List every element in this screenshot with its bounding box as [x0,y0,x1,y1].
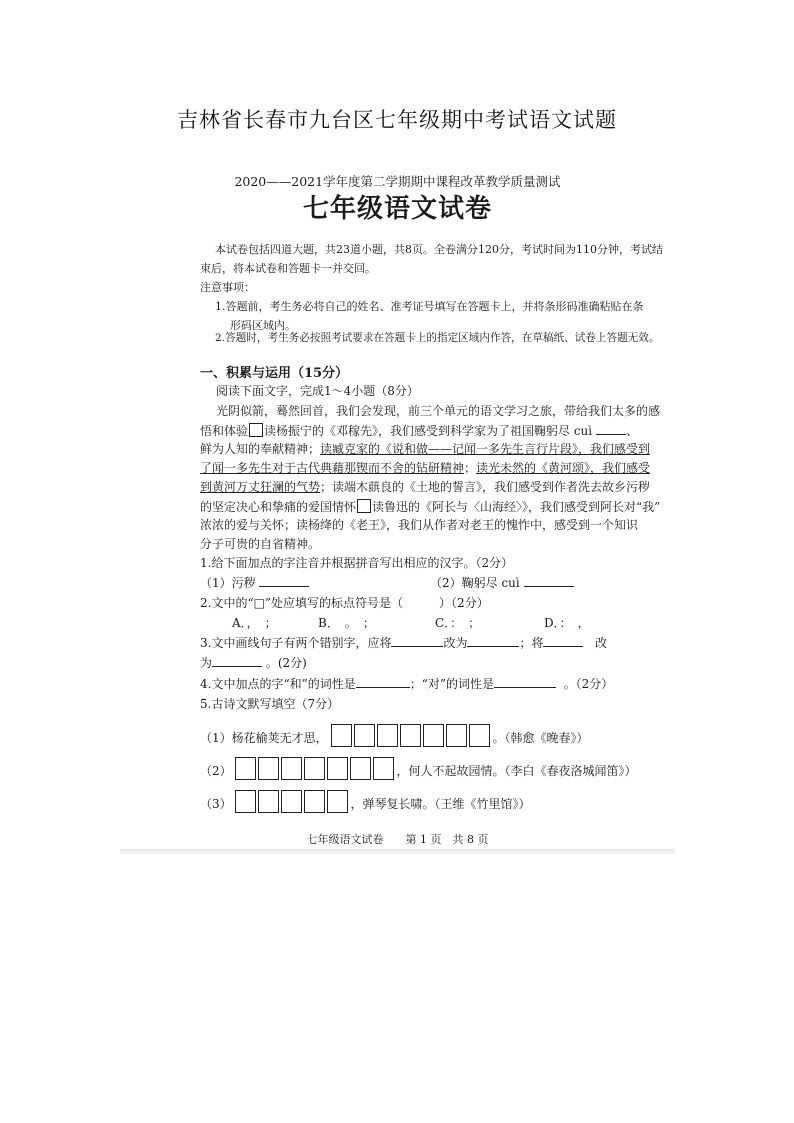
notice-1b: 形码区域内。 [230,319,296,332]
option-b: B． 。 ； [318,616,375,630]
answer-blank[interactable] [467,636,519,647]
character-box[interactable] [354,724,375,747]
question-text: 。（韩愈《晚春》） [492,731,589,745]
underlined-sentence: 读光未然的《黄河颂》，我们感受 [476,461,651,475]
question-text: 改 [594,636,607,650]
answer-blank[interactable] [543,636,583,647]
passage-text: 、 [625,424,638,438]
option-c: C．： ； [435,616,481,630]
character-box[interactable] [446,724,467,747]
question-text: ；将 [519,636,544,650]
passage-line [200,423,638,438]
question-1-part-2 [430,576,574,590]
exam-subtitle: 2020——2021学年度第二学期期中课程改革教学质量测试 [234,174,561,189]
character-box[interactable] [281,790,302,813]
question-text: ，何人不起故园情。（李白《春夜洛城闻笛》） [396,764,637,778]
character-box[interactable] [304,757,325,780]
exam-title: 七年级语文试卷 [302,194,492,224]
passage-line [200,461,650,475]
passage-text: ；读端木蕻良的《土地的誓言》，我们感受到作者洗去故乡污秽 [320,480,651,494]
poem-fill-3 [200,790,530,813]
answer-blank[interactable] [212,656,262,667]
character-box[interactable] [235,757,256,780]
character-box[interactable] [304,790,325,813]
character-box[interactable] [327,790,348,813]
character-box[interactable] [373,757,394,780]
intro-line-1: 本试卷包括四道大题，共23道小题，共8页。全卷满分120分，考试时间为110分钟，考试结 [215,243,663,256]
passage-text: 读杨振宁的《邓稼先》，我们感受到科学家为了祖国鞠躬尽 cuì [264,424,593,438]
passage-line [200,499,660,514]
answer-blank[interactable] [391,636,443,647]
question-text: （3） [200,797,232,811]
character-box[interactable] [235,790,256,813]
character-box[interactable] [350,757,371,780]
reading-prompt: 阅读下面文字，完成1～4小题（8分） [216,384,419,398]
passage-text: 的坚定决心和挚痛的爱国情怀 [200,500,357,514]
option-a: A．， ； [232,616,277,630]
character-box[interactable] [377,724,398,747]
character-box[interactable] [331,724,352,747]
character-box[interactable] [423,724,444,747]
passage-line [200,480,650,494]
question-3 [200,636,607,650]
underlined-sentence: 读臧克家的《说和做——记闻一多先生言行片段》，我们感受到 [320,442,651,456]
question-2: 2.文中的“□”处应填写的标点符号是（ ）（2分） [200,596,489,610]
question-text: 改为 [443,636,468,650]
notice-2: 2.答题时，考生务必按照考试要求在答题卡上的指定区域内作答，在草稿纸、试卷上答题无效。 [215,332,660,344]
question-text: 。（2分） [563,677,614,691]
question-text: （2）鞠躬尽 cuì [430,576,520,590]
question-3-cont [200,656,307,670]
passage-line: 分子可贵的自省精神。 [200,537,321,551]
poem-fill-1 [200,724,588,747]
section-heading: 一、积累与运用（15分） [200,366,349,381]
page-edge-shadow [120,849,675,855]
passage-text: 读鲁迅的《阿长与〈山海经〉》，我们感受到阿长对“我” [372,500,661,514]
answer-blank[interactable] [356,677,410,688]
answer-blank[interactable] [524,576,574,587]
character-box[interactable] [400,724,421,747]
question-4 [200,677,613,691]
intro-line-2: 束后，将本试卷和答题卡一并交回。 [200,262,376,275]
question-1-part-1 [200,576,309,590]
document-title: 吉林省长春市九台区七年级期中考试语文试题 [177,108,617,132]
question-text: ，弹琴复长啸。（王维《竹里馆》） [350,797,531,811]
character-box[interactable] [258,757,279,780]
passage-line: 浓浓的爱与关怀；读杨绛的《老王》，我们从作者对老王的愧怍中，感受到一个知识 [200,518,639,532]
question-text: 。(2分) [265,656,307,670]
notice-label: 注意事项： [200,281,255,294]
option-d: D．： ， [544,616,590,630]
notice-1a: 1.答题前，考生务必将自己的姓名、准考证号填写在答题卡上，并将条形码准确粘贴在条 [215,300,644,313]
character-box[interactable] [327,757,348,780]
question-5: 5.古诗文默写填空（7分） [200,697,340,711]
underlined-sentence: 了闻一多先生对于古代典藉那锲而不舍的钻研精神 [200,461,465,475]
passage-line: 光阴似箭，蓦然回首，我们会发现，前三个单元的语文学习之旅，带给我们太多的感 [216,404,661,418]
poem-fill-2 [200,757,636,780]
question-text: 为 [200,656,213,670]
question-text: （2） [200,764,232,778]
question-text: 4.文中加点的字“和”的词性是 [200,677,356,691]
question-1: 1.给下面加点的字注音并根据拼音写出相应的汉字。（2分） [200,556,514,570]
answer-blank[interactable] [259,576,309,587]
passage-text: 鲜为人知的奉献精神； [200,442,321,456]
character-box[interactable] [281,757,302,780]
punctuation-blank-box [249,423,263,437]
answer-blank[interactable] [494,677,556,688]
question-text: ；“对”的词性是 [409,677,495,691]
underlined-sentence: 到黄河万丈狂澜的气势 [200,480,321,494]
punctuation-blank-box [357,499,371,513]
question-text: （1）杨花榆荚无才思， [200,731,328,745]
scanned-exam-page [120,150,675,850]
answer-blank[interactable] [596,424,626,435]
passage-text: 悟和体验 [200,424,249,438]
question-text: （1）污秽 [200,576,256,590]
page-footer: 七年级语文试卷 第 1 页 共 8 页 [306,833,489,846]
question-text: 3.文中画线句子有两个错别字，应将 [200,636,392,650]
character-box[interactable] [258,790,279,813]
character-box[interactable] [469,724,490,747]
passage-line [200,442,650,456]
passage-text: ； [464,461,477,475]
